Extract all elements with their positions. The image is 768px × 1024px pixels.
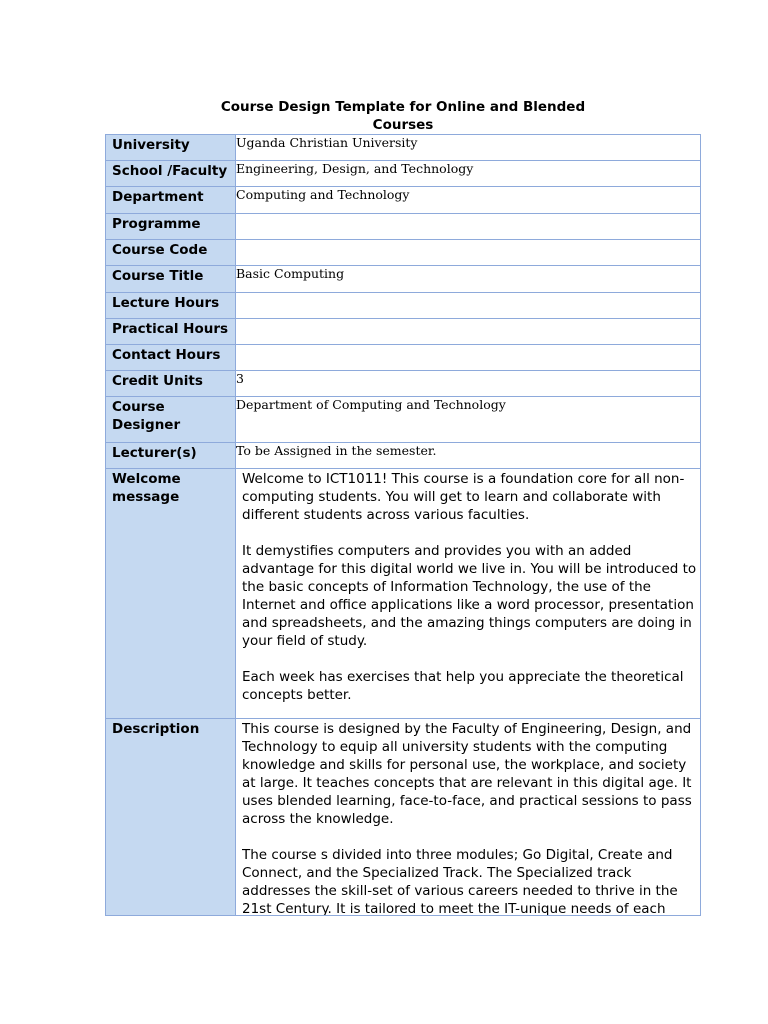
value-text: Computing and Technology bbox=[236, 187, 410, 202]
value-text: To be Assigned in the semester. bbox=[236, 443, 437, 458]
row-label-lecture-hours: Lecture Hours bbox=[106, 293, 236, 319]
row-label-course-designer: Course Designer bbox=[106, 397, 236, 443]
table-row bbox=[106, 443, 701, 469]
course-info-table bbox=[105, 134, 701, 916]
row-value-welcome-message bbox=[236, 469, 701, 719]
row-value-school-faculty bbox=[236, 161, 701, 187]
row-value-course-designer bbox=[236, 397, 701, 443]
document-title-line1: Course Design Template for Online and Blended bbox=[220, 99, 586, 115]
welcome-paragraph: Each week has exercises that help you appreciate the theoretical concepts better. bbox=[242, 669, 684, 703]
table-row bbox=[106, 397, 701, 443]
row-value-university bbox=[236, 135, 701, 161]
row-label-credit-units: Credit Units bbox=[106, 371, 236, 397]
row-value-description bbox=[236, 719, 701, 916]
document-title-line2: Courses bbox=[372, 117, 434, 133]
value-text: Basic Computing bbox=[236, 266, 345, 281]
description-paragraph: The course s divided into three modules; Go Digital, Create and Connect, and the Specialized Track. The Specialized track addresses the skill-set of various careers needed to thrive in the 21st Century. It is tailored to meet the IT-unique needs of each bbox=[242, 847, 678, 915]
table-row bbox=[106, 161, 701, 187]
row-value-contact-hours bbox=[236, 345, 701, 371]
value-text: Department of Computing and Technology bbox=[236, 397, 506, 412]
row-label-university: University bbox=[106, 135, 236, 161]
row-value-course-title bbox=[236, 266, 701, 293]
row-label-contact-hours: Contact Hours bbox=[106, 345, 236, 371]
table-row bbox=[106, 135, 701, 161]
row-label-department: Department bbox=[106, 187, 236, 214]
welcome-message-text bbox=[242, 470, 700, 718]
table-row bbox=[106, 214, 701, 240]
value-text: Engineering, Design, and Technology bbox=[236, 161, 474, 176]
value-text: 3 bbox=[236, 371, 244, 386]
row-value-lecturers bbox=[236, 443, 701, 469]
welcome-paragraph: Welcome to ICT1011! This course is a foundation core for all non-computing students. You will get to learn and collaborate with different students across various faculties. bbox=[242, 471, 685, 523]
welcome-paragraph: It demystifies computers and provides you with an added advantage for this digital world we live in. You will be introduced to the basic concepts of Information Technology, the use of the Internet and office applications like a word processor, presentation and spreadsheets, and the amazing things computers are doing in your field of study. bbox=[242, 543, 697, 649]
table-row bbox=[106, 240, 701, 266]
row-value-department bbox=[236, 187, 701, 214]
row-value-practical-hours bbox=[236, 319, 701, 345]
table-row bbox=[106, 371, 701, 397]
value-text: Uganda Christian University bbox=[236, 135, 418, 150]
table-row bbox=[106, 187, 701, 214]
row-value-credit-units bbox=[236, 371, 701, 397]
table-row bbox=[106, 293, 701, 319]
row-label-description: Description bbox=[106, 719, 236, 916]
description-paragraph: This course is designed by the Faculty of Engineering, Design, and Technology to equip all university students with the computing knowledge and skills for personal use, the workplace, and society at large. It teaches concepts that are relevant in this digital age. It uses blended learning, face-to-face, and practical sessions to pass across the knowledge. bbox=[242, 721, 692, 827]
row-label-lecturers: Lecturer(s) bbox=[106, 443, 236, 469]
table-row bbox=[106, 345, 701, 371]
row-value-lecture-hours bbox=[236, 293, 701, 319]
row-value-course-code bbox=[236, 240, 701, 266]
table-row bbox=[106, 319, 701, 345]
row-label-programme: Programme bbox=[106, 214, 236, 240]
row-label-school-faculty: School /Faculty bbox=[106, 161, 236, 187]
table-row bbox=[106, 469, 701, 719]
table-row bbox=[106, 266, 701, 293]
row-label-welcome-message: Welcome message bbox=[106, 469, 236, 719]
document-title bbox=[105, 98, 701, 134]
table-row bbox=[106, 719, 701, 916]
description-text bbox=[242, 720, 700, 915]
row-label-practical-hours: Practical Hours bbox=[106, 319, 236, 345]
row-label-course-title: Course Title bbox=[106, 266, 236, 293]
row-label-course-code: Course Code bbox=[106, 240, 236, 266]
row-value-programme bbox=[236, 214, 701, 240]
